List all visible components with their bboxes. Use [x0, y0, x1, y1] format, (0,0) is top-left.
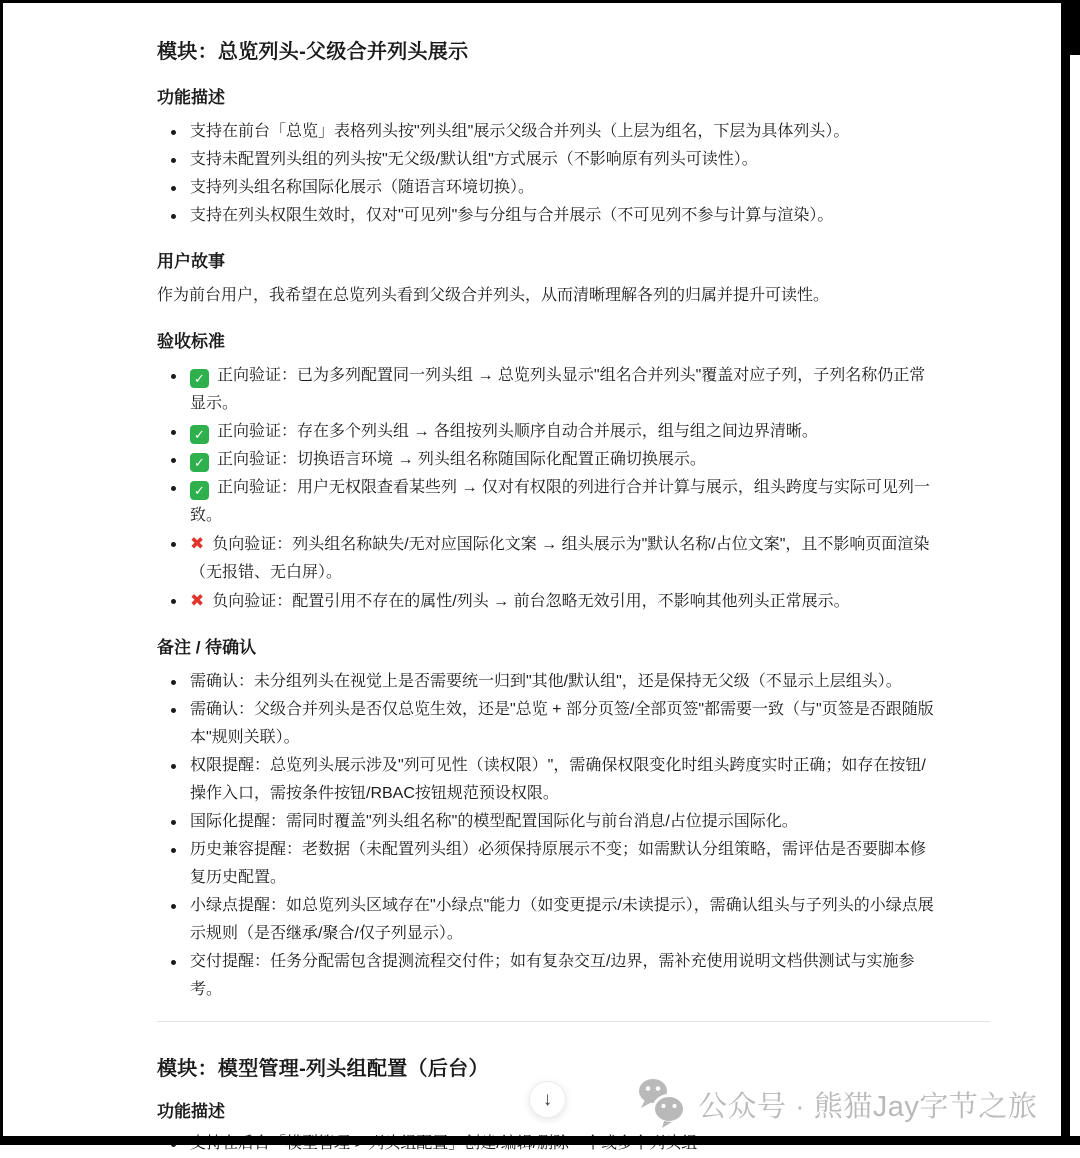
list-item	[157, 696, 940, 752]
arrow-down-icon: ↓	[542, 1088, 553, 1110]
list-item	[157, 118, 940, 146]
list-item	[157, 474, 940, 530]
cross-icon: ✖	[190, 534, 205, 553]
list-item	[157, 836, 940, 892]
wechat-icon	[636, 1078, 689, 1130]
bullet-icon	[171, 130, 176, 135]
acceptance-text: 负向验证：配置引用不存在的属性/列头 → 前台忽略无效引用，不影响其他列头正常展示。	[212, 593, 850, 610]
user-story-paragraph: 作为前台用户，我希望在总览列头看到父级合并列头，从而清晰理解各列的归属并提升可读性。	[157, 287, 830, 304]
list-item	[157, 948, 940, 1004]
bullet-icon	[171, 960, 176, 965]
list-item-text: 小绿点提醒：如总览列头区域存在"小绿点"能力（如变更提示/未读提示），需确认组头与子列头的小绿点展示规则（是否继承/聚合/仅子列显示）。	[190, 897, 934, 942]
list-item-text: 需确认：父级合并列头是否仅总览生效，还是"总览 + 部分页签/全部页签"都需要一致（与"页签是否跟随版本"规则关联）。	[190, 701, 934, 746]
list-item	[157, 202, 940, 230]
list-item-text: 交付提醒：任务分配需包含提测流程交付件；如有复杂交互/边界，需补充使用说明文档供测试与实施参考。	[190, 953, 915, 998]
list-item	[157, 668, 940, 696]
bullet-icon	[171, 904, 176, 909]
bullet-icon	[171, 186, 176, 191]
list-item-text	[190, 587, 940, 616]
acceptance-text: 正向验证：已为多列配置同一列头组 → 总览列头显示"组名合并列头"覆盖对应子列，子列名称仍正常显示。	[190, 367, 926, 412]
acceptance-list	[157, 362, 940, 616]
list-item	[157, 446, 940, 474]
scroll-down-button[interactable]	[529, 1081, 566, 1118]
bullet-icon	[171, 374, 176, 379]
list-item-text	[190, 530, 940, 587]
list-item-text: 支持列头组名称国际化展示（随语言环境切换）。	[190, 179, 535, 196]
bullet-icon	[171, 158, 176, 163]
bullet-icon	[171, 764, 176, 769]
list-item-text	[190, 418, 940, 446]
list-item-text: 需确认：未分组列头在视觉上是否需要统一归到"其他/默认组"，还是保持无父级（不显示上层组头）。	[190, 673, 902, 690]
screenshot-border-left	[0, 0, 3, 1145]
module2-features-heading: 功能描述	[157, 1102, 225, 1121]
list-item	[157, 808, 940, 836]
bullet-icon	[171, 542, 176, 547]
screenshot-border-corner	[1070, 0, 1080, 55]
bullet-icon	[171, 820, 176, 825]
notes-list	[157, 668, 940, 1004]
bullet-icon	[171, 486, 176, 491]
check-icon: ✓	[190, 453, 209, 472]
bullet-icon	[171, 848, 176, 853]
bullet-icon	[171, 214, 176, 219]
list-item-text: 支持在前台「总览」表格列头按"列头组"展示父级合并列头（上层为组名，下层为具体列头）。	[190, 123, 850, 140]
check-icon: ✓	[190, 369, 209, 388]
acceptance-text: 正向验证：切换语言环境 → 列头组名称随国际化配置正确切换展示。	[217, 451, 706, 468]
list-item-text: 支持在列头权限生效时，仅对"可见列"参与分组与合并展示（不可见列不参与计算与渲染）。	[190, 207, 834, 224]
cross-icon: ✖	[190, 591, 205, 610]
watermark-text: 公众号 · 熊猫Jay字节之旅	[698, 1090, 1038, 1123]
acceptance-text: 正向验证：用户无权限查看某些列 → 仅对有权限的列进行合并计算与展示，组头跨度与实际可见列一致。	[190, 479, 930, 524]
list-item-text: 权限提醒：总览列头展示涉及"列可见性（读权限）"，需确保权限变化时组头跨度实时正确；如存在按钮/操作入口，需按条件按钮/RBAC按钮规范预设权限。	[190, 757, 926, 802]
check-icon: ✓	[190, 425, 209, 444]
document-body	[157, 38, 940, 1004]
list-item	[157, 146, 940, 174]
list-item-text: 历史兼容提醒：老数据（未配置列头组）必须保持原展示不变；如需默认分组策略，需评估是否要脚本修复历史配置。	[190, 841, 927, 886]
bullet-icon	[171, 458, 176, 463]
module2-title: 模块：模型管理-列头组配置（后台）	[157, 1058, 489, 1080]
section-divider	[157, 1021, 990, 1022]
acceptance-text: 正向验证：存在多个列头组 → 各组按列头顺序自动合并展示，组与组之间边界清晰。	[217, 423, 818, 440]
screenshot-border-right	[1061, 0, 1070, 1145]
check-icon: ✓	[190, 481, 209, 500]
features-heading: 功能描述	[157, 88, 225, 107]
acceptance-text: 负向验证：列头组名称缺失/无对应国际化文案 → 组头展示为"默认名称/占位文案"，且不影响页面渲染（无报错、无白屏）。	[190, 536, 930, 581]
list-item-text	[190, 362, 940, 418]
features-list	[157, 118, 940, 230]
user-story-heading: 用户故事	[157, 252, 225, 271]
bullet-icon	[171, 430, 176, 435]
screenshot-border-top	[0, 0, 1080, 3]
bullet-icon	[171, 680, 176, 685]
bullet-icon	[171, 599, 176, 604]
list-item	[157, 752, 940, 808]
list-item	[157, 892, 940, 948]
list-item	[157, 530, 940, 587]
list-item-text	[190, 446, 940, 474]
list-item-text: 国际化提醒：需同时覆盖"列头组名称"的模型配置国际化与前台消息/占位提示国际化。	[190, 813, 798, 830]
notes-heading: 备注 / 待确认	[157, 638, 257, 657]
module1-title: 模块：总览列头-父级合并列头展示	[157, 41, 469, 63]
list-item-text	[190, 474, 940, 530]
screenshot-border-bottom	[0, 1136, 1080, 1145]
list-item	[157, 174, 940, 202]
list-item	[157, 587, 940, 616]
list-item-text: 支持未配置列头组的列头按"无父级/默认组"方式展示（不影响原有列头可读性）。	[190, 151, 758, 168]
bullet-icon	[171, 708, 176, 713]
watermark	[636, 1078, 1037, 1130]
list-item	[157, 418, 940, 446]
list-item	[157, 362, 940, 418]
acceptance-heading: 验收标准	[157, 332, 225, 351]
